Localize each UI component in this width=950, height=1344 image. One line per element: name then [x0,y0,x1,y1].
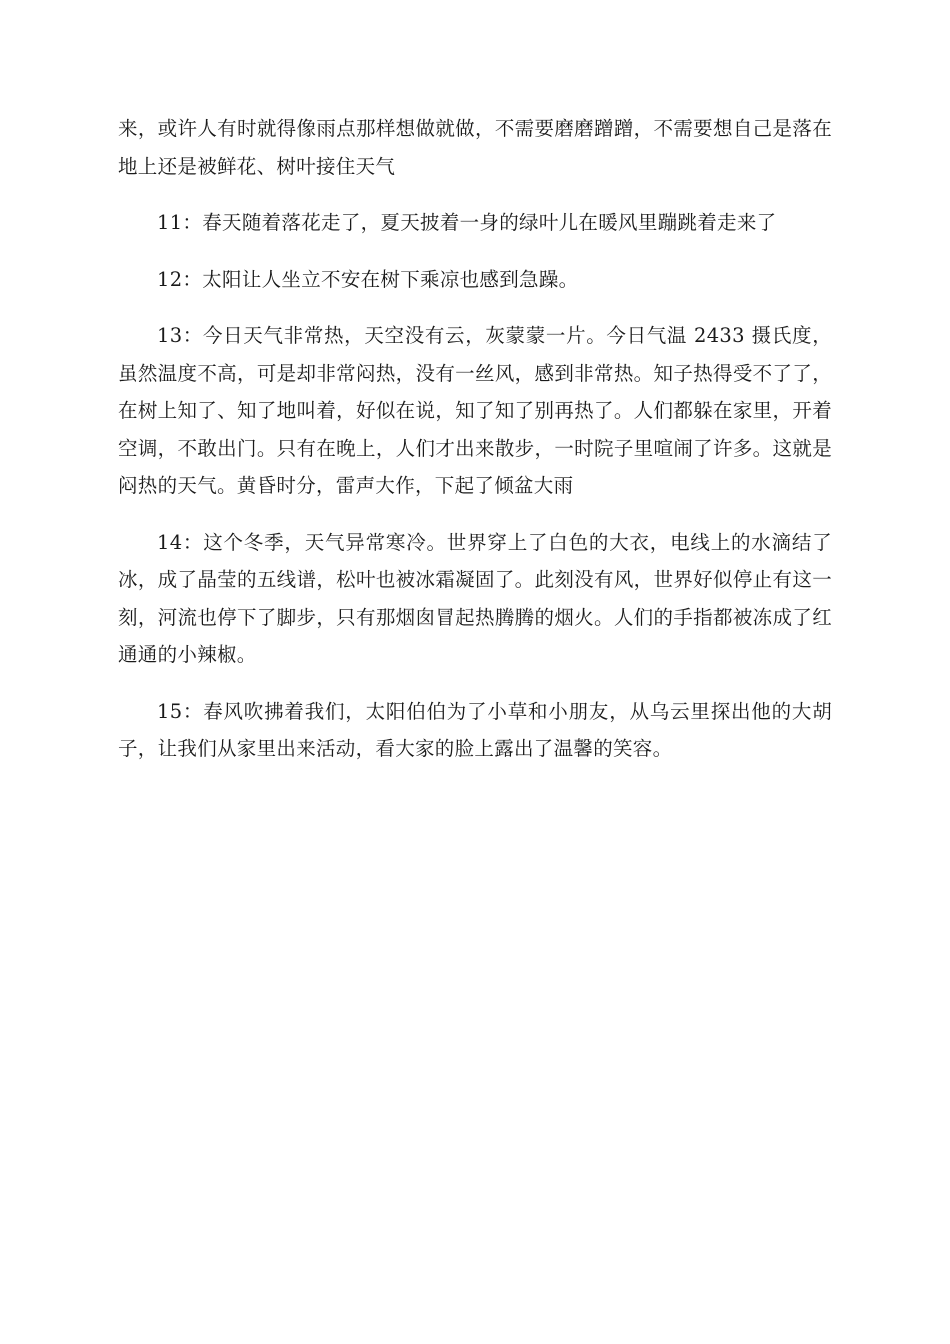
paragraph-14: 14：这个冬季，天气异常寒冷。世界穿上了白色的大衣，电线上的水滴结了冰，成了晶莹的五线谱，松叶也被冰霜凝固了。此刻没有风，世界好似停止有这一刻，河流也停下了脚步，只有那烟囱冒起热腾腾的烟火。人们的手指都被冻成了红通通的小辣椒。 [118,530,832,666]
paragraph-15: 15：春风吹拂着我们，太阳伯伯为了小草和小朋友，从乌云里探出他的大胡子，让我们从家里出来活动，看大家的脸上露出了温馨的笑容。 [118,699,832,760]
paragraph-12: 12：太阳让人坐立不安在树下乘凉也感到急躁。 [157,267,579,291]
paragraph-continued: 来，或许人有时就得像雨点那样想做就做，不需要磨磨蹭蹭，不需要想自己是落在地上还是被鲜花、树叶接住天气 [118,117,832,178]
paragraph-11: 11：春天随着落花走了，夏天披着一身的绿叶儿在暖风里蹦跳着走来了 [157,211,777,234]
document-body [118,110,832,787]
paragraph-13: 13：今日天气非常热，天空没有云，灰蒙蒙一片。今日气温 2433 摄氏度，虽然温度不高，可是却非常闷热，没有一丝风，感到非常热。知子热得受不了了，在树上知了、知了地叫着，好似在说，知了知了别再热了。人们都躲在家里，开着空调，不敢出门。只有在晚上，人们才出来散步，一时院子里喧闹了许多。这就是闷热的天气。黄昏时分，雷声大作，下起了倾盆大雨 [118,324,832,497]
